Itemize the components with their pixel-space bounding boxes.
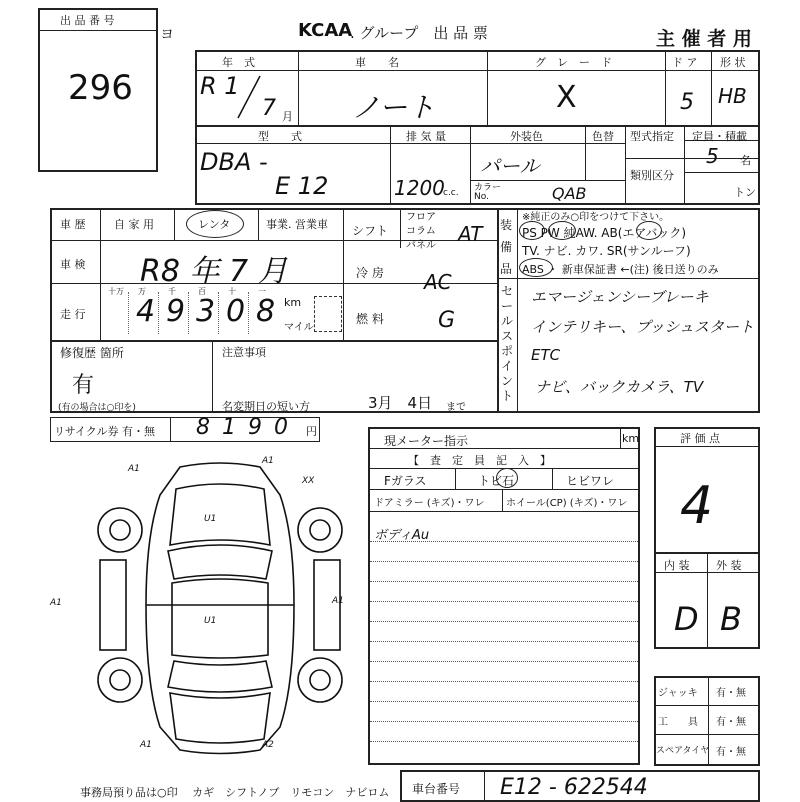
- trunk: [170, 693, 270, 743]
- grade-value: X: [556, 80, 577, 115]
- note-line: [370, 721, 638, 722]
- history-rental: レンタ: [198, 218, 231, 231]
- damage-mark: A1: [50, 598, 62, 608]
- brand-logo: KCAA: [298, 20, 353, 41]
- wheel-front-left: [110, 520, 130, 540]
- inspection-label: 車 検: [60, 258, 86, 271]
- exterior-value: B: [720, 600, 742, 638]
- exterior-label: 外 装: [716, 559, 742, 572]
- mileage-unit-label: 百: [198, 287, 206, 296]
- wheel-rear-left: [110, 670, 130, 690]
- recycle-digit: 1: [222, 415, 236, 440]
- jack-value: 有・無: [716, 688, 746, 699]
- sales-point-item: ETC: [531, 346, 561, 364]
- roof: [172, 579, 268, 658]
- lot-suffix: ヨ: [160, 27, 174, 43]
- organizer-label: 主 催 者 用: [656, 28, 752, 50]
- inspection-value: R8 年 7 月: [140, 254, 288, 289]
- equipment-line2: TV. ナビ. カワ. SR(サンルーフ): [522, 244, 691, 258]
- car-body-outline: [146, 463, 294, 754]
- capacity-unit: 名: [740, 154, 751, 167]
- exterior-color-label: 外装色: [510, 130, 543, 143]
- windshield: [168, 545, 272, 579]
- damage-mark: XX: [302, 476, 315, 486]
- mile-checkbox[interactable]: [314, 296, 342, 332]
- color-code-label: カラー No.: [474, 183, 502, 202]
- mileage-separator: [188, 292, 189, 334]
- rear-window: [168, 661, 272, 692]
- shift-label: シフト: [352, 224, 389, 238]
- mileage-separator: [218, 292, 219, 334]
- capacity-value: 5: [706, 144, 719, 168]
- equipment-label: 装 備 品: [500, 218, 513, 276]
- glass-label: Fガラス: [384, 474, 427, 488]
- car-name-label: 車 名: [355, 56, 399, 69]
- model-line2: E 12: [275, 172, 329, 200]
- equipment-line1: PS PW 純AW. AB(エアバック): [522, 226, 687, 240]
- exterior-color-value: パール: [480, 154, 540, 178]
- tool-label: 工 具: [658, 717, 698, 728]
- door-value: 5: [680, 90, 694, 115]
- mileage-digit: 3: [196, 294, 216, 329]
- damage-mark: U1: [204, 514, 217, 524]
- damage-mark: U1: [204, 616, 217, 626]
- note-line: [370, 641, 638, 642]
- note-line: [370, 601, 638, 602]
- tire-front-right: [298, 508, 342, 552]
- mileage-unit-label: 十万: [108, 287, 124, 296]
- lot-number: 296: [68, 68, 133, 108]
- note-line: [370, 701, 638, 702]
- model-line1: DBA -: [200, 148, 268, 176]
- mile-label: マイル: [284, 322, 314, 333]
- type-spec-label: 型式指定: [630, 130, 674, 143]
- capacity-label: 定員・積載: [692, 130, 747, 143]
- tool-value: 有・無: [716, 717, 746, 728]
- history-private: 自 家 用: [114, 218, 154, 231]
- shift-value: AT: [458, 222, 483, 246]
- year-month: 7: [262, 96, 276, 121]
- mileage-unit-label: 一: [258, 287, 266, 296]
- year-label: 年 式: [222, 56, 255, 69]
- short-label: 名変期日の短い方: [222, 400, 310, 413]
- mileage-separator: [248, 292, 249, 334]
- damage-mark: A1: [140, 740, 152, 750]
- lot-label: 出 品 番 号: [60, 14, 115, 27]
- km-label: km: [284, 296, 302, 309]
- recycle-digit: 8: [196, 415, 210, 440]
- mileage-unit-label: 千: [168, 287, 176, 296]
- ton-unit: トン: [734, 186, 756, 199]
- mileage-digit: 8: [256, 294, 276, 329]
- chassis-value: E12 - 622544: [500, 775, 648, 800]
- glass-option-chip: トビ石: [478, 474, 515, 488]
- equipment-line3: ABS ・ 新車保証書 ←(注) 後日送りのみ: [522, 263, 719, 276]
- equipment-note: ※純正のみ○印をつけて下さい。: [522, 212, 670, 223]
- color-code-value: QAB: [552, 184, 587, 203]
- mileage-separator: [158, 292, 159, 334]
- mileage-digit: 9: [166, 294, 186, 329]
- displacement-unit: c.c.: [443, 188, 459, 198]
- shape-value: HB: [718, 84, 747, 108]
- ps-circle: [519, 221, 545, 240]
- grade-value: 4: [680, 476, 714, 536]
- recycle-digit: 9: [248, 415, 262, 440]
- repair-value: 有: [72, 373, 95, 398]
- notice-label: 注意事項: [222, 346, 266, 359]
- chassis-label: 車台番号: [412, 782, 461, 796]
- mileage-unit-label: 万: [138, 287, 146, 296]
- wheel-label: ホイール(CP) (キズ)・ワレ: [506, 498, 628, 509]
- fuel-value: G: [438, 308, 456, 333]
- color-change-label: 色替: [592, 130, 614, 143]
- rental-circle: [186, 210, 244, 238]
- left-side-panel: [100, 560, 126, 650]
- history-business: 事業. 営業車: [266, 218, 328, 231]
- displacement-label: 排 気 量: [406, 130, 446, 143]
- mileage-unit-label: 十: [228, 287, 236, 296]
- note-line: [370, 581, 638, 582]
- history-label: 車 歴: [60, 218, 86, 231]
- mileage-digit: 0: [226, 294, 246, 329]
- office-note: 事務局預り品は○印 カギ シフトノブ リモコン ナビロム: [80, 786, 390, 799]
- shape-label: 形 状: [720, 56, 746, 69]
- cooler-value: AC: [424, 270, 452, 294]
- shift-column: コラム: [406, 226, 436, 237]
- interior-label: 内 装: [664, 559, 690, 572]
- meter-unit: km: [622, 432, 640, 445]
- grade-label: グ レ ー ド: [535, 56, 612, 69]
- wheel-front-right: [310, 520, 330, 540]
- form-title: . グループ 出 品 票: [350, 24, 488, 42]
- tire-rear-left: [98, 658, 142, 702]
- displacement-value: 1200: [394, 176, 445, 200]
- model-label: 型 式: [258, 130, 302, 143]
- note-line: [370, 681, 638, 682]
- shift-floor: フロア: [406, 212, 436, 223]
- slash-divider: [230, 72, 270, 122]
- repair-note: (有の場合は○印を): [58, 403, 136, 413]
- inspector-section-label: 【 査 定 員 記 入 】: [408, 454, 551, 467]
- shift-panel: パネル: [406, 240, 436, 251]
- note-line: [370, 741, 638, 742]
- damage-mark: A2: [262, 740, 274, 750]
- ab-circle: [636, 221, 662, 240]
- chip-circle: [496, 468, 518, 488]
- recycle-digit: 0: [274, 415, 288, 440]
- car-diagram: [80, 455, 360, 765]
- sales-point-item: ナビ、バックカメラ、TV: [535, 378, 704, 396]
- jack-label: ジャッキ: [658, 688, 698, 699]
- sales-points-label: セールスポイント: [501, 284, 514, 403]
- mileage-separator: [128, 292, 129, 334]
- short-value: 3月 4日: [368, 394, 433, 412]
- note-line: [370, 621, 638, 622]
- damage-mark: A1: [128, 464, 140, 474]
- cooler-label: 冷 房: [356, 266, 384, 280]
- abs-circle: [519, 258, 553, 277]
- wheel-rear-right: [310, 670, 330, 690]
- car-name-value: ノート: [352, 91, 436, 124]
- meter-label: 現メーター指示: [384, 434, 469, 448]
- repair-label: 修復歴 箇所: [60, 346, 124, 360]
- damage-mark: A1: [262, 456, 274, 466]
- note-line: [370, 561, 638, 562]
- spare-value: 有・無: [716, 747, 746, 758]
- glass-option-crack: ヒビワレ: [566, 474, 615, 488]
- mileage-digit: 4: [136, 294, 156, 329]
- recycle-label: リサイクル券 有・無: [54, 425, 155, 438]
- mirror-label: ドアミラー (キズ)・ワレ: [374, 498, 485, 509]
- sales-point-item: インテリキー、プッシュスタート: [531, 318, 755, 336]
- tire-rear-right: [298, 658, 342, 702]
- door-label: ド ア: [672, 56, 698, 69]
- interior-value: D: [674, 600, 699, 638]
- year-era: R 1: [200, 72, 240, 100]
- month-unit: 月: [282, 110, 293, 123]
- spare-label: スペアタイヤ: [656, 746, 710, 756]
- pw-circle: [548, 221, 576, 240]
- mileage-label: 走 行: [60, 308, 86, 321]
- recycle-unit: 円: [306, 425, 317, 438]
- inspector-note: ボディAu: [374, 528, 430, 543]
- damage-mark: A1: [332, 596, 344, 606]
- note-line: [370, 661, 638, 662]
- short-suffix: まで: [446, 402, 466, 413]
- sales-point-item: エマージェンシーブレーキ: [531, 288, 709, 306]
- fuel-label: 燃 料: [356, 312, 384, 326]
- grade-label: 評 価 点: [680, 432, 720, 445]
- class-label: 類別区分: [630, 169, 674, 182]
- tire-front-left: [98, 508, 142, 552]
- front-hood: [170, 484, 270, 545]
